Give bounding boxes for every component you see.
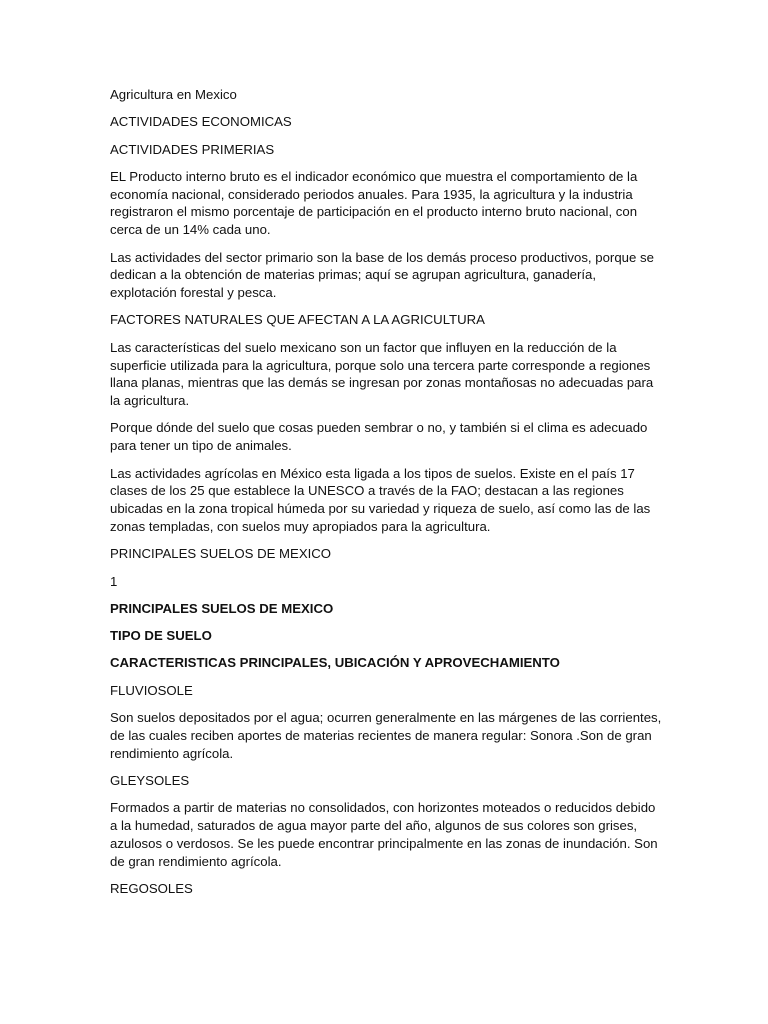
paragraph-sector-primario: Las actividades del sector primario son la base de los demás proceso productivos, porque se dedican a la obtención de materias primas; aquí se agrupan agricultura, ganadería, explotación forestal y pesca.: [110, 249, 654, 301]
paragraph-suelo-mexicano: Las características del suelo mexicano son un factor que influyen en la reducción de la superficie utilizada para la agricultura, porque solo una tercera parte corresponde a regiones llana planas, mientras que las demás se ingresan por zonas montañosas no adecuadas para la agricultura.: [110, 339, 654, 409]
bold-heading-caracteristicas: CARACTERISTICAS PRINCIPALES, UBICACIÓN Y APROVECHAMIENTO: [110, 655, 560, 671]
bold-heading-tipo-suelo: TIPO DE SUELO: [110, 628, 212, 644]
paragraph-pib: EL Producto interno bruto es el indicador económico que muestra el comportamiento de la economía nacional, considerado periodos anuales. Para 1935, la agricultura y la industria registraron el mismo porcentaje de participación en el producto interno bruto nacional, con cerca de un 14% cada uno.: [110, 168, 638, 238]
heading-actividades-primerias: ACTIVIDADES PRIMERIAS: [110, 141, 275, 157]
bold-heading-principales-suelos: PRINCIPALES SUELOS DE MEXICO: [110, 600, 334, 616]
heading-fluviosole: FLUVIOSOLE: [110, 682, 193, 698]
paragraph-actividades-agricolas: Las actividades agrícolas en México esta ligada a los tipos de suelos. Existe en el país 17 clases de los 25 que establece la UNESCO a través de la FAO; destacan a las regiones ubicadas en la zona tropical húmeda por su variedad y riqueza de suelo, así como las de las zonas templadas, con suelos muy apropiados para la agricultura.: [110, 465, 651, 534]
heading-regosoles: REGOSOLES: [110, 880, 193, 896]
heading-principales-suelos: PRINCIPALES SUELOS DE MEXICO: [110, 546, 332, 562]
document-title: Agricultura en Mexico: [110, 87, 237, 102]
paragraph-gleysoles: Formados a partir de materias no consolidados, con horizontes moteados o reducidos debido a la humedad, saturados de agua mayor parte del año, algunos de sus colores son grises, azulosos o verdosos. Se les puede encontrar principalmente en las zonas de inundación. Son de gran rendimiento agrícola.: [110, 800, 658, 869]
number-one: 1: [110, 573, 118, 589]
heading-actividades-economicas: ACTIVIDADES ECONOMICAS: [110, 114, 292, 130]
heading-factores-naturales: FACTORES NATURALES QUE AFECTAN A LA AGRICULTURA: [110, 312, 485, 328]
heading-gleysoles: GLEYSOLES: [110, 772, 190, 788]
document-page: [110, 86, 662, 907]
paragraph-fluviosole: Son suelos depositados por el agua; ocurren generalmente en las márgenes de las corrientes, de las cuales reciben aportes de materias recientes de manera regular: Sonora .Son de gran rendimiento agrícola.: [110, 710, 662, 761]
paragraph-porque-donde: Porque dónde del suelo que cosas pueden sembrar o no, y también si el clima es adecuado para tener un tipo de animales.: [110, 420, 648, 454]
